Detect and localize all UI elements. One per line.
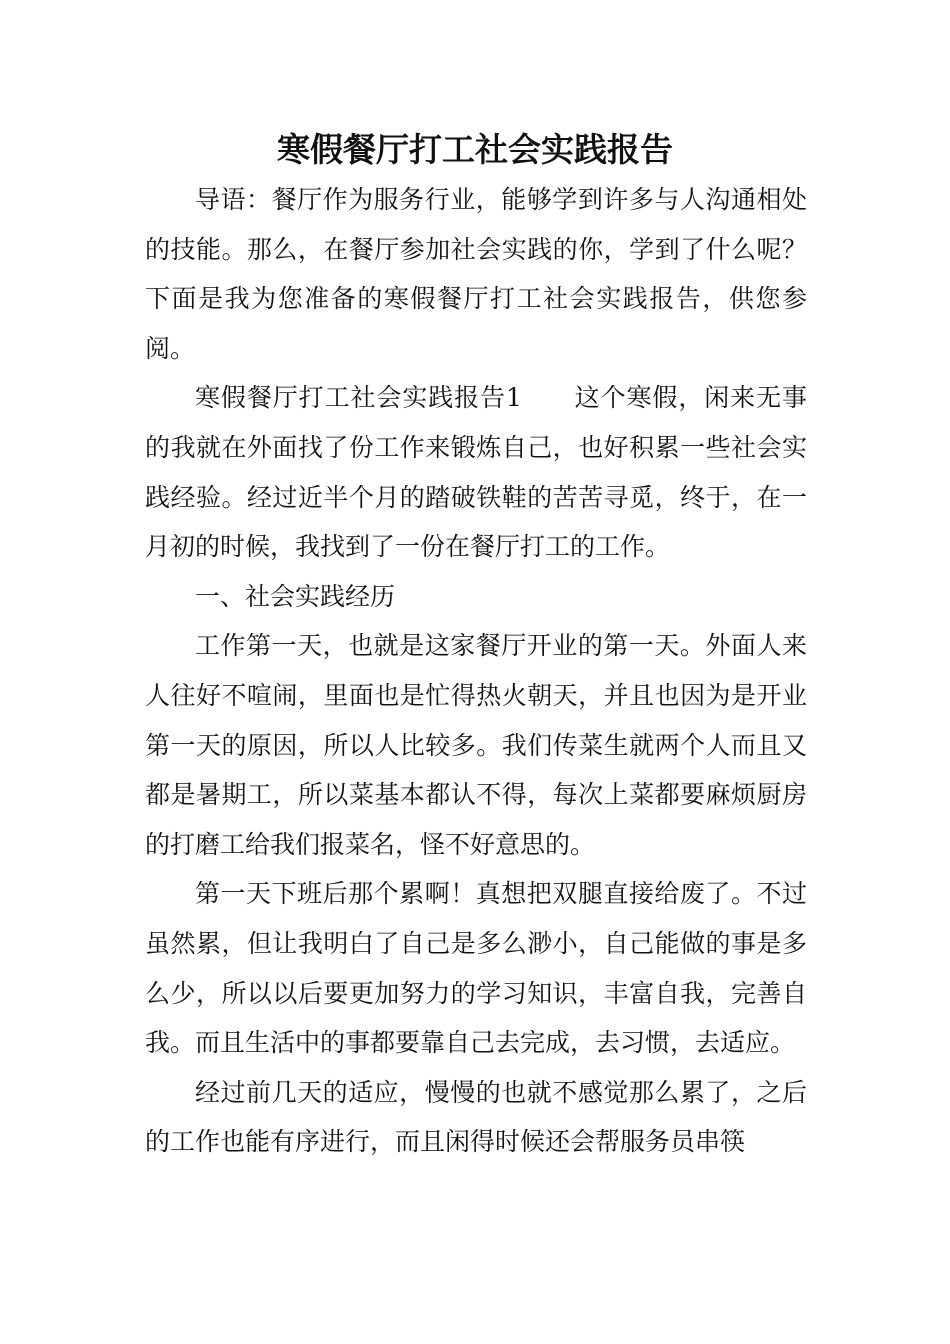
paragraph-after-work: 第一天下班后那个累啊！真想把双腿直接给废了。不过虽然累，但让我明白了自己是多么渺小，自己能做的事是多么少，所以以后要更加努力的学习知识，丰富自我，完善自我。而且生活中的事都要靠自己去完成，去习惯，去适应。 [145,879,807,1058]
paragraph-first-day: 工作第一天，也就是这家餐厅开业的第一天。外面人来人往好不喧闹，里面也是忙得热火朝天，并且也因为是开业第一天的原因，所以人比较多。我们传菜生就两个人而且又都是暑期工，所以菜基本都认不得，每次上菜都要麻烦厨房的打磨工给我们报菜名，怪不好意思的。 [145,631,807,859]
section-heading-practice-experience: 一、社会实践经历 [195,581,396,611]
paragraph-intro: 导语：餐厅作为服务行业，能够学到许多与人沟通相处的技能。那么，在餐厅参加社会实践的你，学到了什么呢？下面是我为您准备的寒假餐厅打工社会实践报告，供您参阅。 [145,185,807,363]
paragraph-adaptation: 经过前几天的适应，慢慢的也就不感觉那么累了，之后的工作也能有序进行，而且闲得时候还会帮服务员串筷 [145,1077,807,1157]
document-title: 寒假餐厅打工社会实践报告 [277,130,673,169]
document-body [145,175,807,1167]
paragraph-report-1: 寒假餐厅打工社会实践报告1 这个寒假，闲来无事的我就在外面找了份工作来锻炼自己，也好积累一些社会实践经验。经过近半个月的踏破铁鞋的苦苦寻觅，终于，在一月初的时候，我找到了一份在餐厅打工的工作。 [145,383,807,562]
